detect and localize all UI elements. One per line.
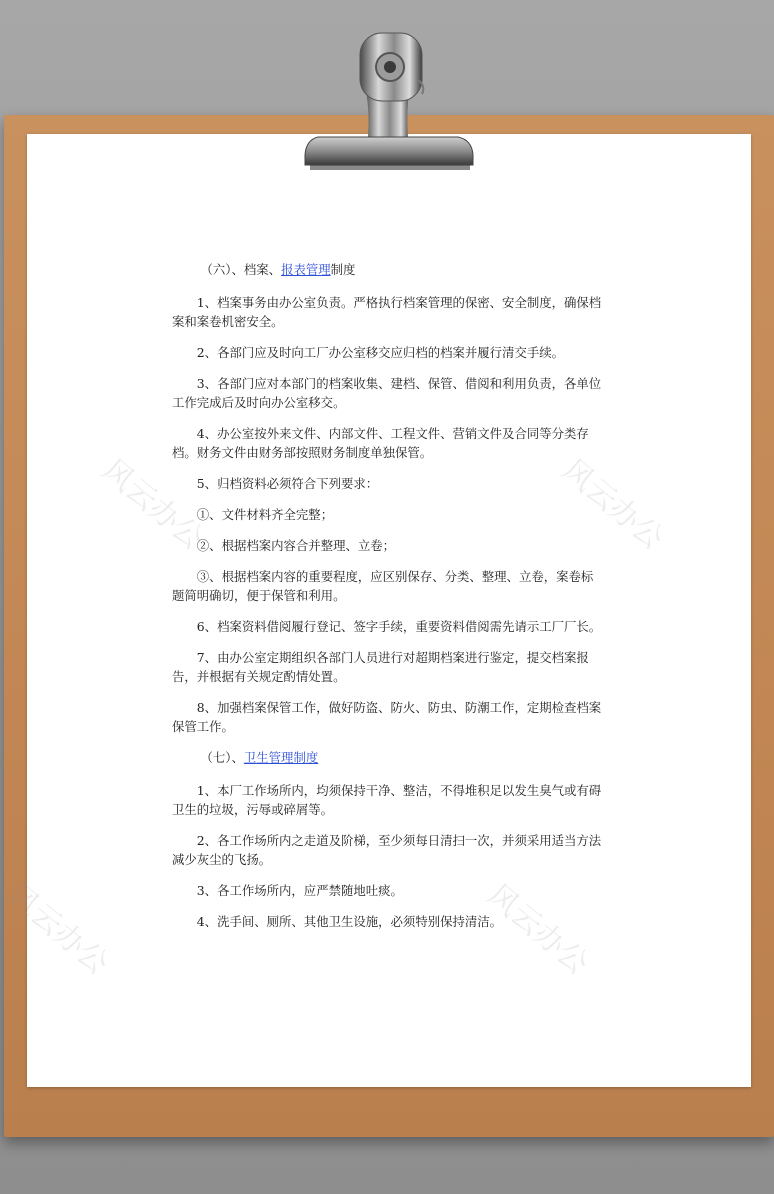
paragraph: 5、归档资料必须符合下列要求： [196,476,379,491]
paragraph: 4、办公室按外来文件、内部文件、工程文件、营销文件及合同等分类存档。财务文件由财务部按照财务制度单独保管。 [172,426,589,460]
paragraph: 2、各工作场所内之走道及阶梯，至少须每日清扫一次，并须采用适当方法减少灰尘的飞扬。 [172,833,602,867]
paragraph: ②、根据档案内容合并整理、立卷； [196,538,396,553]
watermark: 风云办公 [480,877,595,982]
paragraph: 3、各部门应对本部门的档案收集、建档、保管、借阅和利用负责，各单位工作完成后及时向办公室移交。 [172,376,602,410]
paragraph: 1、本厂工作场所内，均须保持干净、整洁，不得堆积足以发生臭气或有碍卫生的垃圾，污辱或碎屑等。 [172,783,602,817]
paragraph: 8、加强档案保管工作，做好防盗、防火、防虫、防潮工作，定期检查档案保管工作。 [172,700,602,734]
paragraph: 6、档案资料借阅履行登记、签字手续，重要资料借阅需先请示工厂厂长。 [196,619,602,634]
paragraph: 2、各部门应及时向工厂办公室移交应归档的档案并履行清交手续。 [196,345,565,360]
paragraph: ③、根据档案内容的重要程度，应区别保存、分类、整理、立卷，案卷标题简明确切，便于保管和利用。 [172,569,594,603]
watermark: 风云办公 [0,877,115,982]
paragraph: 3、各工作场所内，应严禁随地吐痰。 [196,883,403,898]
hygiene-management-link[interactable]: 卫生管理制度 [243,750,319,765]
paragraph: 7、由办公室定期组织各部门人员进行对超期档案进行鉴定，提交档案报告，并根据有关规定酌情处置。 [172,650,589,684]
report-management-link[interactable]: 报表管理 [281,262,331,277]
document-body [172,260,604,943]
watermark: 风云办公 [555,452,670,557]
paragraph: ①、文件材料齐全完整； [196,507,334,522]
section-heading-6: （六）、档案、报表管理制度 [200,262,356,277]
section-heading-7: （七）、卫生管理制度 [200,750,319,765]
binder-clip-icon [290,25,480,180]
paragraph: 1、档案事务由办公室负责。严格执行档案管理的保密、安全制度，确保档案和案卷机密安全。 [172,295,602,329]
watermark: 风云办公 [95,452,210,557]
paragraph: 4、洗手间、厕所、其他卫生设施，必须特别保持清洁。 [196,914,503,929]
